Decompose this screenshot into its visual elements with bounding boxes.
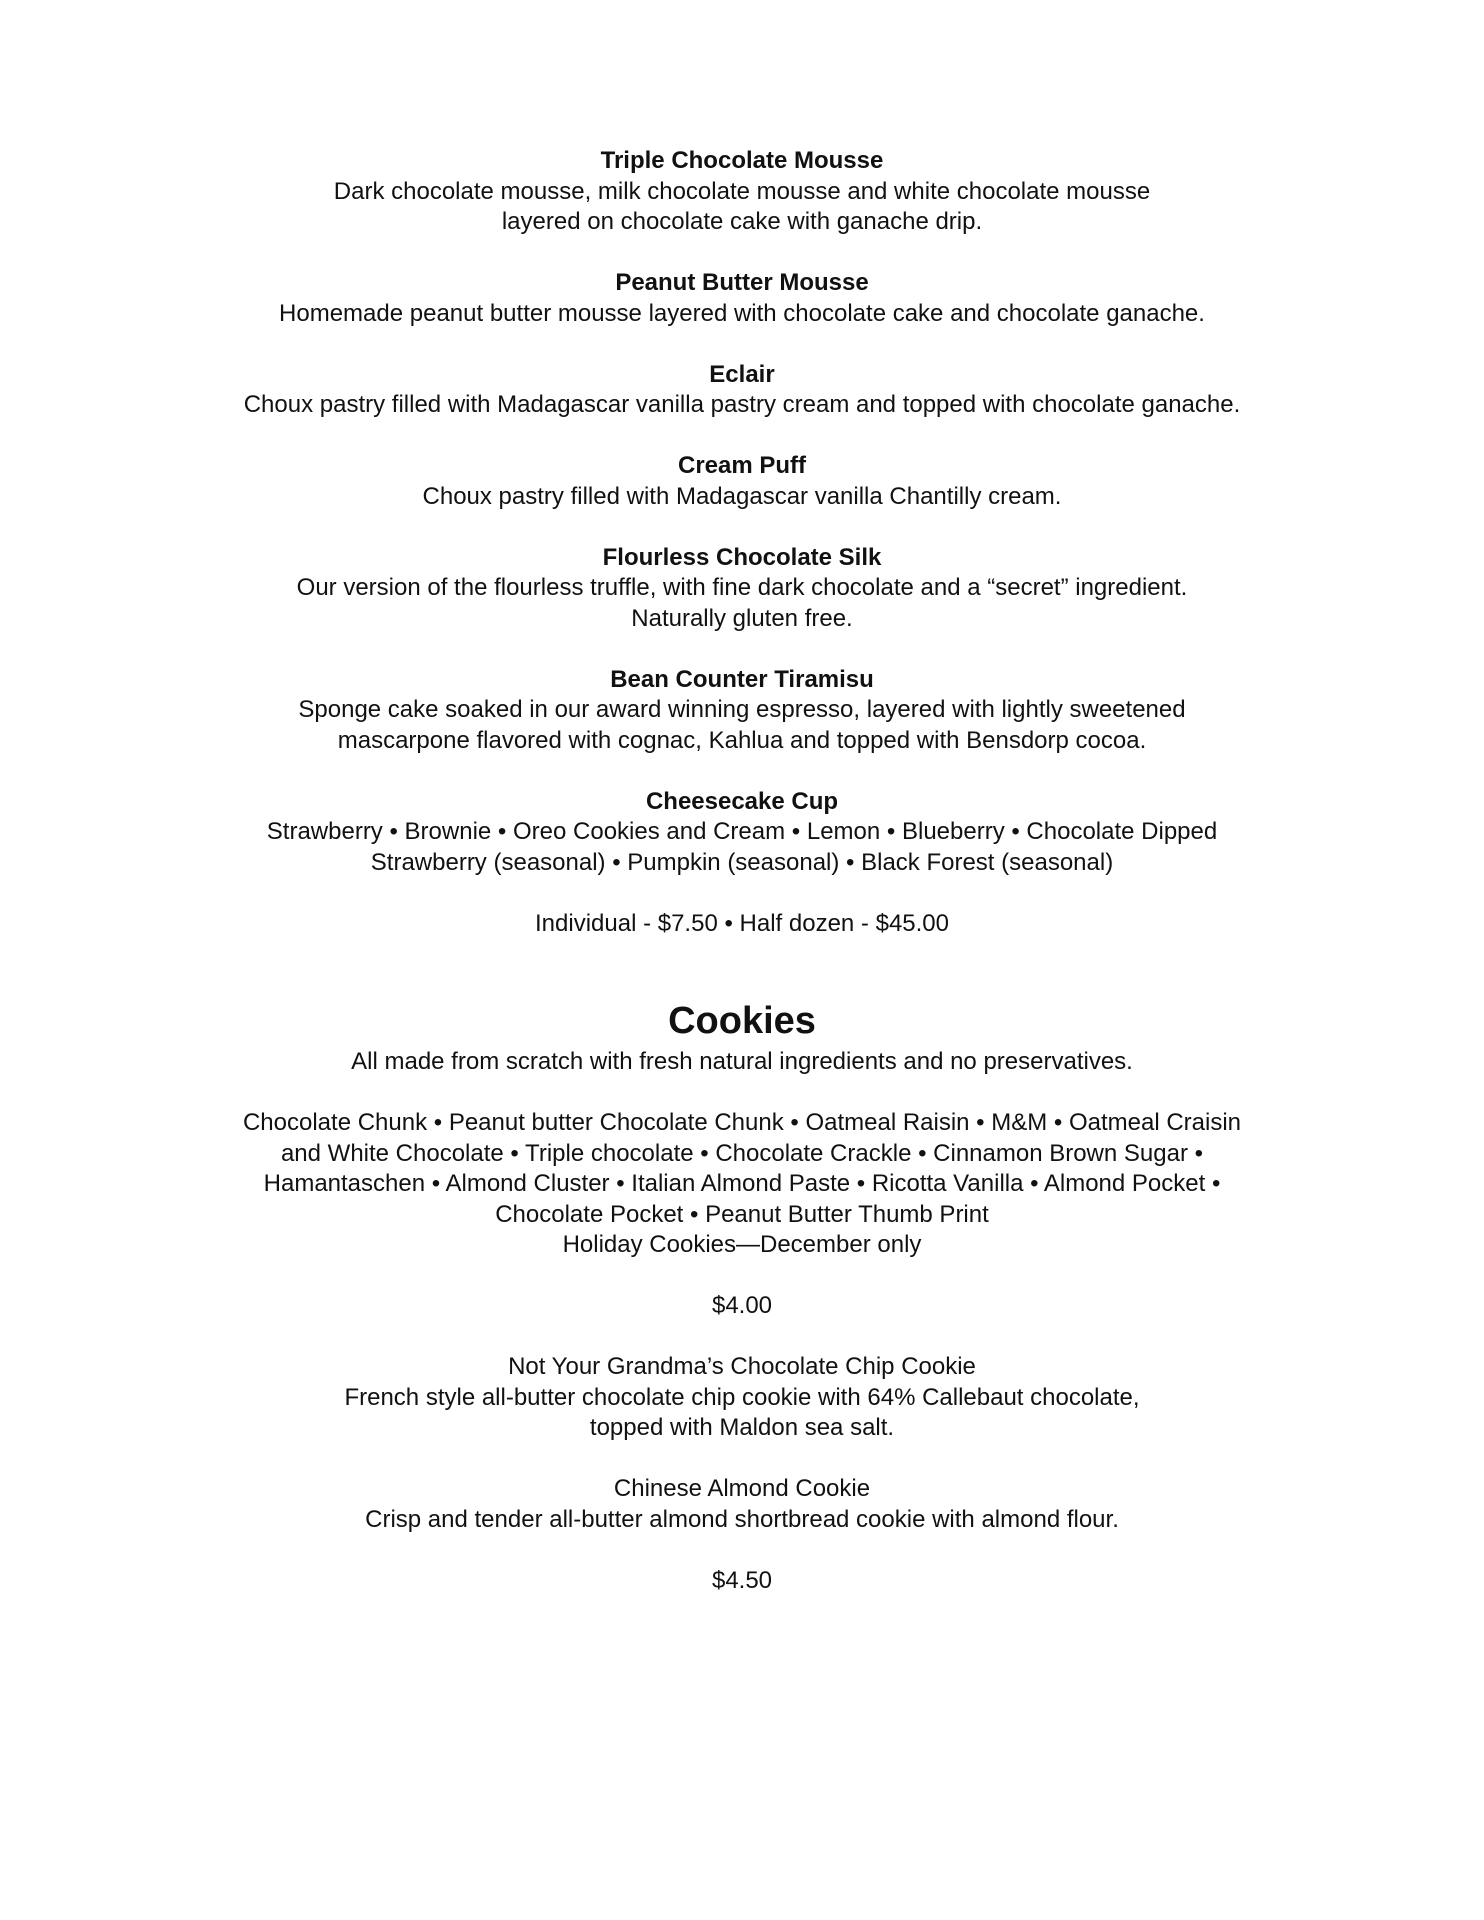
cheesecake-price: Individual - $7.50 • Half dozen - $45.00: [535, 909, 949, 937]
menu-item-flourless-chocolate-silk: [142, 543, 1342, 635]
item-title: Bean Counter Tiramisu: [610, 665, 874, 693]
item-description: Strawberry (seasonal) • Pumpkin (seasonal) • Black Forest (seasonal): [370, 848, 1114, 876]
item-description: mascarpone flavored with cognac, Kahlua and topped with Bensdorp cocoa.: [337, 726, 1147, 754]
cookie-list-line: and White Chocolate • Triple chocolate • Chocolate Crackle • Cinnamon Brown Sugar •: [280, 1139, 1204, 1167]
item-description: Sponge cake soaked in our award winning espresso, layered with lightly sweetened: [298, 696, 1186, 723]
specials-price-block: [142, 1566, 1342, 1597]
item-description: Our version of the flourless truffle, with fine dark chocolate and a “secret” ingredient.: [296, 574, 1188, 601]
section-title-cookies: Cookies: [668, 1000, 816, 1042]
menu-item-cream-puff: [142, 451, 1342, 512]
cookie-list-line: Chocolate Chunk • Peanut butter Chocolate Chunk • Oatmeal Raisin • M&M • Oatmeal Craisin: [242, 1109, 1242, 1136]
section-subtitle: All made from scratch with fresh natural ingredients and no preservatives.: [351, 1048, 1133, 1075]
item-description: Dark chocolate mousse, milk chocolate mousse and white chocolate mousse: [333, 177, 1151, 205]
cookie-list-line: Chocolate Pocket • Peanut Butter Thumb Print: [495, 1200, 989, 1228]
menu-item-peanut-butter-mousse: [142, 268, 1342, 329]
item-description: layered on chocolate cake with ganache drip.: [501, 208, 983, 235]
item-description: Naturally gluten free.: [631, 604, 853, 632]
special-cookie-title: Not Your Grandma’s Chocolate Chip Cookie: [508, 1353, 976, 1380]
cheesecake-price-block: [142, 909, 1342, 940]
special-cookie-description: French style all-butter chocolate chip cookie with 64% Callebaut chocolate,: [344, 1383, 1140, 1411]
special-cookie-description: topped with Maldon sea salt.: [589, 1414, 895, 1441]
special-cookie-description: Crisp and tender all-butter almond shortbread cookie with almond flour.: [365, 1505, 1119, 1533]
item-description: Strawberry • Brownie • Oreo Cookies and Cream • Lemon • Blueberry • Chocolate Dipped: [266, 818, 1218, 845]
menu-item-bean-counter-tiramisu: [142, 665, 1342, 757]
item-description: Homemade peanut butter mousse layered with chocolate cake and chocolate ganache.: [279, 299, 1205, 327]
cookie-list-line: Holiday Cookies—December only: [562, 1231, 922, 1258]
cookies-list: [142, 1108, 1342, 1261]
item-title: Cream Puff: [677, 452, 807, 479]
cookie-list-line: Hamantaschen • Almond Cluster • Italian Almond Paste • Ricotta Vanilla • Almond Pocket •: [263, 1170, 1221, 1197]
cookies-price: $4.00: [711, 1292, 773, 1319]
item-description: Choux pastry filled with Madagascar vanilla pastry cream and topped with chocolate ganache.: [243, 391, 1241, 418]
item-title: Peanut Butter Mousse: [615, 269, 869, 296]
item-title: Cheesecake Cup: [645, 787, 839, 815]
menu-item-triple-chocolate-mousse: [142, 146, 1342, 238]
cookies-section-header: [142, 999, 1342, 1078]
special-cookie-chinese-almond: [142, 1474, 1342, 1535]
specials-price: $4.50: [711, 1566, 773, 1594]
cookies-price-block: [142, 1291, 1342, 1322]
special-cookie-grandma: [142, 1352, 1342, 1444]
item-title: Flourless Chocolate Silk: [602, 543, 882, 571]
menu-item-eclair: [142, 360, 1342, 421]
item-description: Choux pastry filled with Madagascar vanilla Chantilly cream.: [422, 482, 1062, 510]
item-title: Eclair: [709, 360, 775, 388]
menu-item-cheesecake-cup: [142, 787, 1342, 879]
item-title: Triple Chocolate Mousse: [600, 147, 884, 174]
special-cookie-title: Chinese Almond Cookie: [613, 1475, 871, 1502]
